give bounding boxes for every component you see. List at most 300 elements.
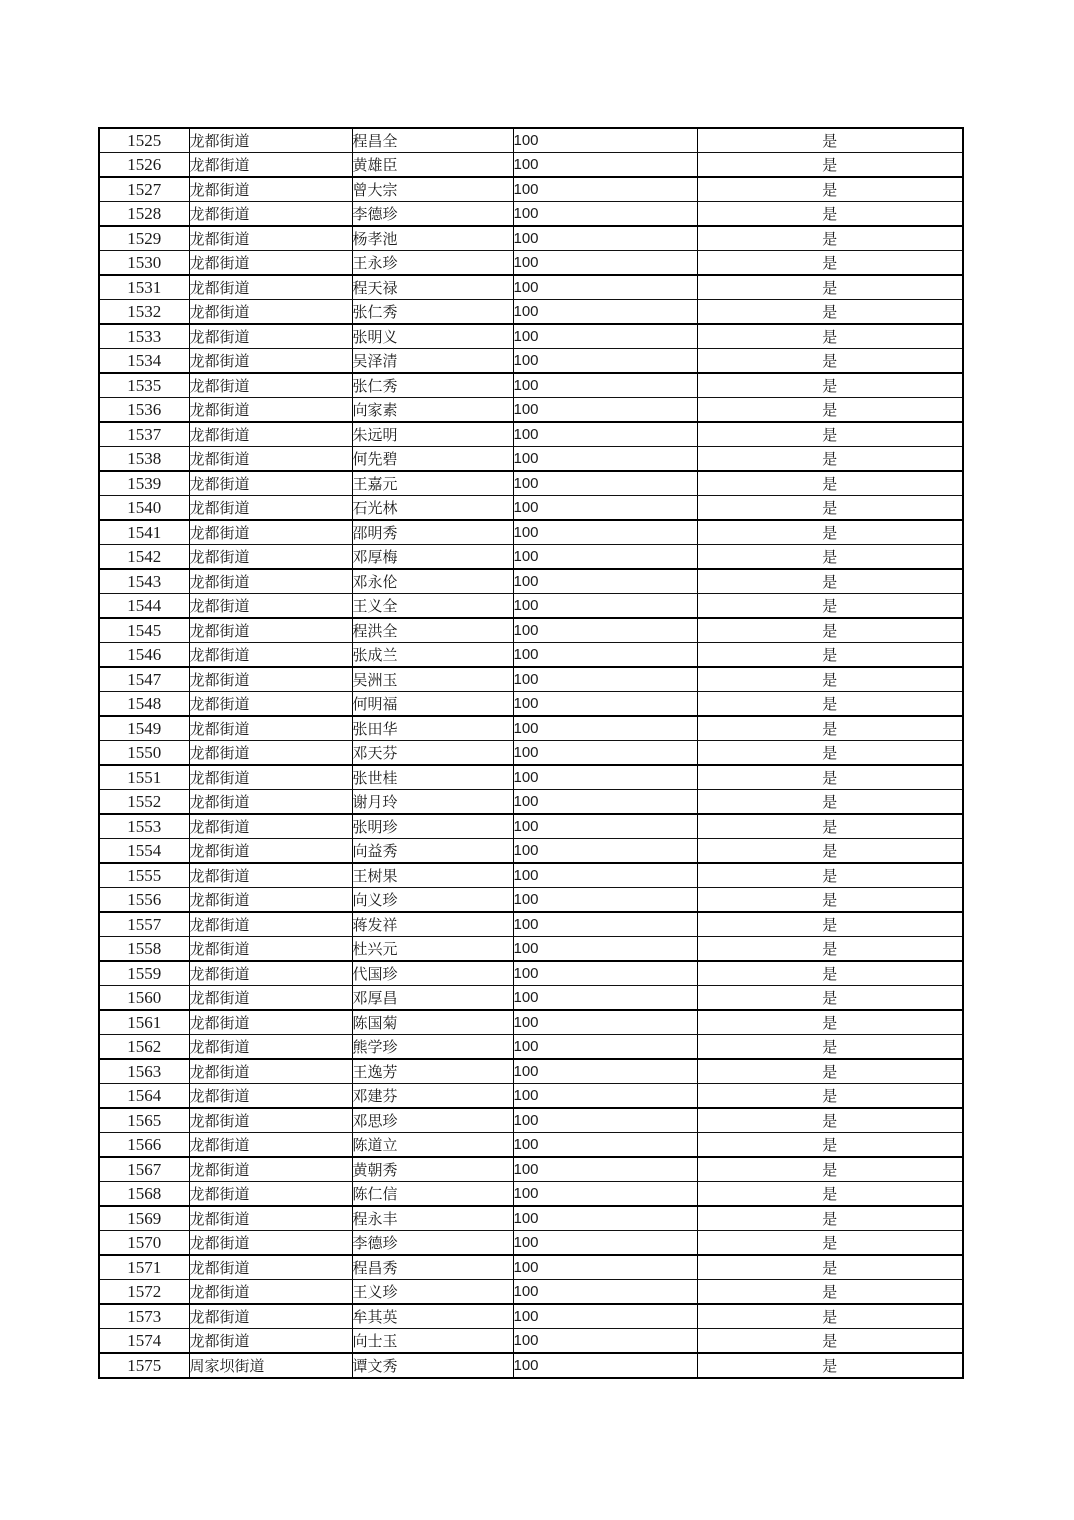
cell-index: 1546 bbox=[99, 643, 189, 668]
cell-name: 陈国菊 bbox=[352, 1010, 513, 1035]
cell-confirmed: 是 bbox=[697, 692, 963, 717]
table-row bbox=[99, 251, 963, 276]
table-row bbox=[99, 1133, 963, 1158]
cell-street: 龙都街道 bbox=[189, 790, 352, 815]
cell-name: 王义珍 bbox=[352, 1280, 513, 1305]
cell-index: 1568 bbox=[99, 1182, 189, 1207]
cell-street: 龙都街道 bbox=[189, 153, 352, 178]
table-row bbox=[99, 741, 963, 766]
cell-score: 100 bbox=[513, 447, 697, 472]
cell-name: 石光林 bbox=[352, 496, 513, 521]
cell-confirmed: 是 bbox=[697, 643, 963, 668]
cell-name: 李德珍 bbox=[352, 1231, 513, 1256]
table-row bbox=[99, 937, 963, 962]
cell-confirmed: 是 bbox=[697, 275, 963, 300]
table-row bbox=[99, 349, 963, 374]
cell-index: 1532 bbox=[99, 300, 189, 325]
cell-index: 1573 bbox=[99, 1304, 189, 1329]
cell-name: 邓思珍 bbox=[352, 1108, 513, 1133]
cell-score: 100 bbox=[513, 226, 697, 251]
cell-confirmed: 是 bbox=[697, 1084, 963, 1109]
cell-street: 龙都街道 bbox=[189, 275, 352, 300]
cell-name: 张仁秀 bbox=[352, 300, 513, 325]
cell-name: 向士玉 bbox=[352, 1329, 513, 1354]
cell-confirmed: 是 bbox=[697, 520, 963, 545]
cell-score: 100 bbox=[513, 569, 697, 594]
table-row bbox=[99, 888, 963, 913]
cell-confirmed: 是 bbox=[697, 324, 963, 349]
roster-table bbox=[98, 127, 964, 1379]
cell-name: 蒋发祥 bbox=[352, 912, 513, 937]
cell-name: 黄朝秀 bbox=[352, 1157, 513, 1182]
cell-confirmed: 是 bbox=[697, 496, 963, 521]
cell-confirmed: 是 bbox=[697, 373, 963, 398]
table-row bbox=[99, 226, 963, 251]
cell-index: 1556 bbox=[99, 888, 189, 913]
cell-name: 邓建芬 bbox=[352, 1084, 513, 1109]
cell-name: 杜兴元 bbox=[352, 937, 513, 962]
cell-score: 100 bbox=[513, 888, 697, 913]
table-row bbox=[99, 324, 963, 349]
cell-index: 1545 bbox=[99, 618, 189, 643]
cell-index: 1562 bbox=[99, 1035, 189, 1060]
cell-confirmed: 是 bbox=[697, 814, 963, 839]
cell-score: 100 bbox=[513, 1108, 697, 1133]
cell-name: 张田华 bbox=[352, 716, 513, 741]
cell-index: 1531 bbox=[99, 275, 189, 300]
table-row bbox=[99, 1182, 963, 1207]
table-row bbox=[99, 790, 963, 815]
cell-confirmed: 是 bbox=[697, 1304, 963, 1329]
cell-index: 1565 bbox=[99, 1108, 189, 1133]
cell-index: 1552 bbox=[99, 790, 189, 815]
cell-confirmed: 是 bbox=[697, 1206, 963, 1231]
cell-score: 100 bbox=[513, 1182, 697, 1207]
cell-index: 1559 bbox=[99, 961, 189, 986]
cell-street: 龙都街道 bbox=[189, 986, 352, 1011]
cell-name: 杨孝池 bbox=[352, 226, 513, 251]
cell-index: 1572 bbox=[99, 1280, 189, 1305]
cell-confirmed: 是 bbox=[697, 300, 963, 325]
cell-street: 龙都街道 bbox=[189, 398, 352, 423]
cell-name: 代国珍 bbox=[352, 961, 513, 986]
table-row bbox=[99, 912, 963, 937]
cell-confirmed: 是 bbox=[697, 128, 963, 153]
cell-street: 龙都街道 bbox=[189, 202, 352, 227]
table-row bbox=[99, 1329, 963, 1354]
cell-index: 1542 bbox=[99, 545, 189, 570]
cell-confirmed: 是 bbox=[697, 177, 963, 202]
cell-name: 邓天芬 bbox=[352, 741, 513, 766]
cell-score: 100 bbox=[513, 1035, 697, 1060]
cell-index: 1558 bbox=[99, 937, 189, 962]
cell-confirmed: 是 bbox=[697, 1280, 963, 1305]
cell-confirmed: 是 bbox=[697, 986, 963, 1011]
table-row bbox=[99, 839, 963, 864]
cell-score: 100 bbox=[513, 643, 697, 668]
table-row bbox=[99, 1304, 963, 1329]
cell-confirmed: 是 bbox=[697, 398, 963, 423]
cell-confirmed: 是 bbox=[697, 1035, 963, 1060]
cell-score: 100 bbox=[513, 128, 697, 153]
table-row bbox=[99, 961, 963, 986]
cell-street: 龙都街道 bbox=[189, 594, 352, 619]
cell-street: 龙都街道 bbox=[189, 1206, 352, 1231]
cell-name: 邓厚梅 bbox=[352, 545, 513, 570]
cell-confirmed: 是 bbox=[697, 1133, 963, 1158]
cell-score: 100 bbox=[513, 177, 697, 202]
cell-street: 龙都街道 bbox=[189, 667, 352, 692]
cell-street: 龙都街道 bbox=[189, 1133, 352, 1158]
cell-name: 牟其英 bbox=[352, 1304, 513, 1329]
cell-confirmed: 是 bbox=[697, 741, 963, 766]
cell-index: 1560 bbox=[99, 986, 189, 1011]
cell-score: 100 bbox=[513, 1059, 697, 1084]
cell-score: 100 bbox=[513, 1231, 697, 1256]
cell-score: 100 bbox=[513, 986, 697, 1011]
cell-name: 邵明秀 bbox=[352, 520, 513, 545]
cell-street: 龙都街道 bbox=[189, 349, 352, 374]
cell-score: 100 bbox=[513, 1255, 697, 1280]
cell-name: 黄雄臣 bbox=[352, 153, 513, 178]
table-row bbox=[99, 447, 963, 472]
cell-confirmed: 是 bbox=[697, 545, 963, 570]
cell-name: 何先碧 bbox=[352, 447, 513, 472]
cell-street: 龙都街道 bbox=[189, 912, 352, 937]
cell-name: 向益秀 bbox=[352, 839, 513, 864]
cell-confirmed: 是 bbox=[697, 790, 963, 815]
cell-score: 100 bbox=[513, 349, 697, 374]
cell-index: 1551 bbox=[99, 765, 189, 790]
cell-score: 100 bbox=[513, 324, 697, 349]
cell-index: 1564 bbox=[99, 1084, 189, 1109]
cell-street: 龙都街道 bbox=[189, 1182, 352, 1207]
cell-confirmed: 是 bbox=[697, 765, 963, 790]
table-row bbox=[99, 153, 963, 178]
table-row bbox=[99, 594, 963, 619]
cell-name: 程天禄 bbox=[352, 275, 513, 300]
cell-confirmed: 是 bbox=[697, 569, 963, 594]
cell-street: 龙都街道 bbox=[189, 496, 352, 521]
cell-score: 100 bbox=[513, 1206, 697, 1231]
cell-confirmed: 是 bbox=[697, 1231, 963, 1256]
cell-confirmed: 是 bbox=[697, 1353, 963, 1378]
cell-score: 100 bbox=[513, 471, 697, 496]
cell-confirmed: 是 bbox=[697, 888, 963, 913]
table-row bbox=[99, 1059, 963, 1084]
table-row bbox=[99, 1353, 963, 1378]
cell-score: 100 bbox=[513, 961, 697, 986]
cell-score: 100 bbox=[513, 667, 697, 692]
cell-street: 龙都街道 bbox=[189, 251, 352, 276]
cell-name: 朱远明 bbox=[352, 422, 513, 447]
cell-name: 曾大宗 bbox=[352, 177, 513, 202]
table-row bbox=[99, 1108, 963, 1133]
table-row bbox=[99, 128, 963, 153]
cell-name: 王树果 bbox=[352, 863, 513, 888]
table-row bbox=[99, 422, 963, 447]
cell-confirmed: 是 bbox=[697, 594, 963, 619]
cell-name: 何明福 bbox=[352, 692, 513, 717]
cell-street: 龙都街道 bbox=[189, 961, 352, 986]
cell-street: 龙都街道 bbox=[189, 1084, 352, 1109]
cell-index: 1526 bbox=[99, 153, 189, 178]
cell-confirmed: 是 bbox=[697, 912, 963, 937]
cell-score: 100 bbox=[513, 1157, 697, 1182]
cell-index: 1529 bbox=[99, 226, 189, 251]
table-row bbox=[99, 1035, 963, 1060]
cell-street: 龙都街道 bbox=[189, 716, 352, 741]
cell-street: 龙都街道 bbox=[189, 1059, 352, 1084]
cell-score: 100 bbox=[513, 790, 697, 815]
table-row bbox=[99, 471, 963, 496]
cell-index: 1557 bbox=[99, 912, 189, 937]
table-row bbox=[99, 1157, 963, 1182]
cell-name: 王义全 bbox=[352, 594, 513, 619]
cell-index: 1554 bbox=[99, 839, 189, 864]
cell-name: 谭文秀 bbox=[352, 1353, 513, 1378]
cell-confirmed: 是 bbox=[697, 202, 963, 227]
cell-confirmed: 是 bbox=[697, 1157, 963, 1182]
cell-name: 程昌秀 bbox=[352, 1255, 513, 1280]
cell-street: 龙都街道 bbox=[189, 422, 352, 447]
cell-street: 龙都街道 bbox=[189, 226, 352, 251]
cell-confirmed: 是 bbox=[697, 1329, 963, 1354]
cell-name: 程洪全 bbox=[352, 618, 513, 643]
cell-street: 龙都街道 bbox=[189, 937, 352, 962]
cell-score: 100 bbox=[513, 1353, 697, 1378]
cell-index: 1571 bbox=[99, 1255, 189, 1280]
cell-name: 向义珍 bbox=[352, 888, 513, 913]
cell-confirmed: 是 bbox=[697, 1108, 963, 1133]
cell-index: 1555 bbox=[99, 863, 189, 888]
cell-name: 王永珍 bbox=[352, 251, 513, 276]
cell-score: 100 bbox=[513, 912, 697, 937]
cell-street: 龙都街道 bbox=[189, 128, 352, 153]
cell-confirmed: 是 bbox=[697, 447, 963, 472]
cell-score: 100 bbox=[513, 1304, 697, 1329]
cell-index: 1544 bbox=[99, 594, 189, 619]
cell-street: 龙都街道 bbox=[189, 1010, 352, 1035]
cell-score: 100 bbox=[513, 496, 697, 521]
table-row bbox=[99, 1010, 963, 1035]
cell-score: 100 bbox=[513, 545, 697, 570]
table-row bbox=[99, 667, 963, 692]
cell-confirmed: 是 bbox=[697, 349, 963, 374]
table-row bbox=[99, 300, 963, 325]
table-row bbox=[99, 545, 963, 570]
cell-street: 龙都街道 bbox=[189, 741, 352, 766]
cell-index: 1530 bbox=[99, 251, 189, 276]
cell-index: 1536 bbox=[99, 398, 189, 423]
cell-name: 吴泽清 bbox=[352, 349, 513, 374]
cell-confirmed: 是 bbox=[697, 863, 963, 888]
cell-index: 1543 bbox=[99, 569, 189, 594]
cell-street: 龙都街道 bbox=[189, 1108, 352, 1133]
table-row bbox=[99, 373, 963, 398]
cell-confirmed: 是 bbox=[697, 1059, 963, 1084]
cell-street: 龙都街道 bbox=[189, 324, 352, 349]
table-row bbox=[99, 496, 963, 521]
cell-score: 100 bbox=[513, 1084, 697, 1109]
cell-name: 吴洲玉 bbox=[352, 667, 513, 692]
cell-name: 邓永伦 bbox=[352, 569, 513, 594]
table-row bbox=[99, 692, 963, 717]
table-row bbox=[99, 1206, 963, 1231]
cell-street: 龙都街道 bbox=[189, 863, 352, 888]
cell-confirmed: 是 bbox=[697, 1182, 963, 1207]
table-row bbox=[99, 643, 963, 668]
cell-street: 龙都街道 bbox=[189, 1255, 352, 1280]
cell-street: 龙都街道 bbox=[189, 814, 352, 839]
table-row bbox=[99, 520, 963, 545]
cell-score: 100 bbox=[513, 1329, 697, 1354]
cell-confirmed: 是 bbox=[697, 667, 963, 692]
cell-confirmed: 是 bbox=[697, 1255, 963, 1280]
cell-score: 100 bbox=[513, 594, 697, 619]
cell-score: 100 bbox=[513, 839, 697, 864]
cell-street: 龙都街道 bbox=[189, 545, 352, 570]
cell-index: 1528 bbox=[99, 202, 189, 227]
cell-index: 1538 bbox=[99, 447, 189, 472]
cell-index: 1525 bbox=[99, 128, 189, 153]
cell-index: 1550 bbox=[99, 741, 189, 766]
table-row bbox=[99, 1084, 963, 1109]
cell-name: 邓厚昌 bbox=[352, 986, 513, 1011]
cell-score: 100 bbox=[513, 814, 697, 839]
cell-confirmed: 是 bbox=[697, 251, 963, 276]
cell-street: 龙都街道 bbox=[189, 888, 352, 913]
cell-index: 1537 bbox=[99, 422, 189, 447]
cell-confirmed: 是 bbox=[697, 839, 963, 864]
table-row bbox=[99, 814, 963, 839]
cell-street: 龙都街道 bbox=[189, 1329, 352, 1354]
cell-score: 100 bbox=[513, 1280, 697, 1305]
table-row bbox=[99, 177, 963, 202]
cell-street: 龙都街道 bbox=[189, 1157, 352, 1182]
cell-score: 100 bbox=[513, 520, 697, 545]
cell-name: 张仁秀 bbox=[352, 373, 513, 398]
cell-name: 向家素 bbox=[352, 398, 513, 423]
cell-score: 100 bbox=[513, 398, 697, 423]
cell-street: 龙都街道 bbox=[189, 839, 352, 864]
cell-name: 李德珍 bbox=[352, 202, 513, 227]
cell-confirmed: 是 bbox=[697, 226, 963, 251]
cell-street: 龙都街道 bbox=[189, 765, 352, 790]
cell-score: 100 bbox=[513, 1010, 697, 1035]
cell-street: 龙都街道 bbox=[189, 520, 352, 545]
cell-index: 1535 bbox=[99, 373, 189, 398]
cell-index: 1575 bbox=[99, 1353, 189, 1378]
cell-score: 100 bbox=[513, 741, 697, 766]
cell-index: 1570 bbox=[99, 1231, 189, 1256]
cell-score: 100 bbox=[513, 716, 697, 741]
cell-score: 100 bbox=[513, 373, 697, 398]
cell-score: 100 bbox=[513, 618, 697, 643]
cell-index: 1548 bbox=[99, 692, 189, 717]
cell-index: 1574 bbox=[99, 1329, 189, 1354]
cell-score: 100 bbox=[513, 275, 697, 300]
cell-index: 1539 bbox=[99, 471, 189, 496]
cell-name: 张世桂 bbox=[352, 765, 513, 790]
table-row bbox=[99, 863, 963, 888]
cell-confirmed: 是 bbox=[697, 937, 963, 962]
cell-score: 100 bbox=[513, 1133, 697, 1158]
cell-score: 100 bbox=[513, 251, 697, 276]
cell-index: 1553 bbox=[99, 814, 189, 839]
cell-street: 龙都街道 bbox=[189, 1304, 352, 1329]
cell-name: 陈仁信 bbox=[352, 1182, 513, 1207]
table-row bbox=[99, 1255, 963, 1280]
table-row bbox=[99, 569, 963, 594]
cell-street: 龙都街道 bbox=[189, 300, 352, 325]
table-row bbox=[99, 716, 963, 741]
table-row bbox=[99, 202, 963, 227]
cell-street: 龙都街道 bbox=[189, 373, 352, 398]
cell-street: 龙都街道 bbox=[189, 692, 352, 717]
cell-street: 龙都街道 bbox=[189, 447, 352, 472]
table-row bbox=[99, 765, 963, 790]
cell-index: 1527 bbox=[99, 177, 189, 202]
cell-confirmed: 是 bbox=[697, 961, 963, 986]
cell-name: 张明义 bbox=[352, 324, 513, 349]
table-row bbox=[99, 986, 963, 1011]
cell-confirmed: 是 bbox=[697, 153, 963, 178]
cell-score: 100 bbox=[513, 300, 697, 325]
cell-street: 龙都街道 bbox=[189, 177, 352, 202]
table-row bbox=[99, 275, 963, 300]
cell-index: 1566 bbox=[99, 1133, 189, 1158]
cell-street: 龙都街道 bbox=[189, 618, 352, 643]
cell-confirmed: 是 bbox=[697, 716, 963, 741]
cell-index: 1561 bbox=[99, 1010, 189, 1035]
cell-score: 100 bbox=[513, 765, 697, 790]
cell-street: 龙都街道 bbox=[189, 569, 352, 594]
cell-name: 程永丰 bbox=[352, 1206, 513, 1231]
cell-confirmed: 是 bbox=[697, 471, 963, 496]
cell-street: 龙都街道 bbox=[189, 643, 352, 668]
cell-index: 1541 bbox=[99, 520, 189, 545]
cell-name: 熊学珍 bbox=[352, 1035, 513, 1060]
cell-street: 龙都街道 bbox=[189, 471, 352, 496]
cell-score: 100 bbox=[513, 863, 697, 888]
cell-score: 100 bbox=[513, 937, 697, 962]
cell-index: 1569 bbox=[99, 1206, 189, 1231]
cell-name: 张明珍 bbox=[352, 814, 513, 839]
cell-index: 1563 bbox=[99, 1059, 189, 1084]
table-row bbox=[99, 1231, 963, 1256]
cell-street: 龙都街道 bbox=[189, 1231, 352, 1256]
cell-name: 王逸芳 bbox=[352, 1059, 513, 1084]
cell-name: 陈道立 bbox=[352, 1133, 513, 1158]
cell-index: 1549 bbox=[99, 716, 189, 741]
cell-index: 1567 bbox=[99, 1157, 189, 1182]
roster-table-body bbox=[99, 128, 963, 1378]
cell-street: 龙都街道 bbox=[189, 1280, 352, 1305]
cell-name: 程昌全 bbox=[352, 128, 513, 153]
cell-name: 谢月玲 bbox=[352, 790, 513, 815]
cell-confirmed: 是 bbox=[697, 618, 963, 643]
table-row bbox=[99, 398, 963, 423]
table-row bbox=[99, 618, 963, 643]
cell-index: 1534 bbox=[99, 349, 189, 374]
cell-index: 1540 bbox=[99, 496, 189, 521]
cell-name: 张成兰 bbox=[352, 643, 513, 668]
cell-confirmed: 是 bbox=[697, 422, 963, 447]
table-row bbox=[99, 1280, 963, 1305]
cell-index: 1533 bbox=[99, 324, 189, 349]
cell-index: 1547 bbox=[99, 667, 189, 692]
